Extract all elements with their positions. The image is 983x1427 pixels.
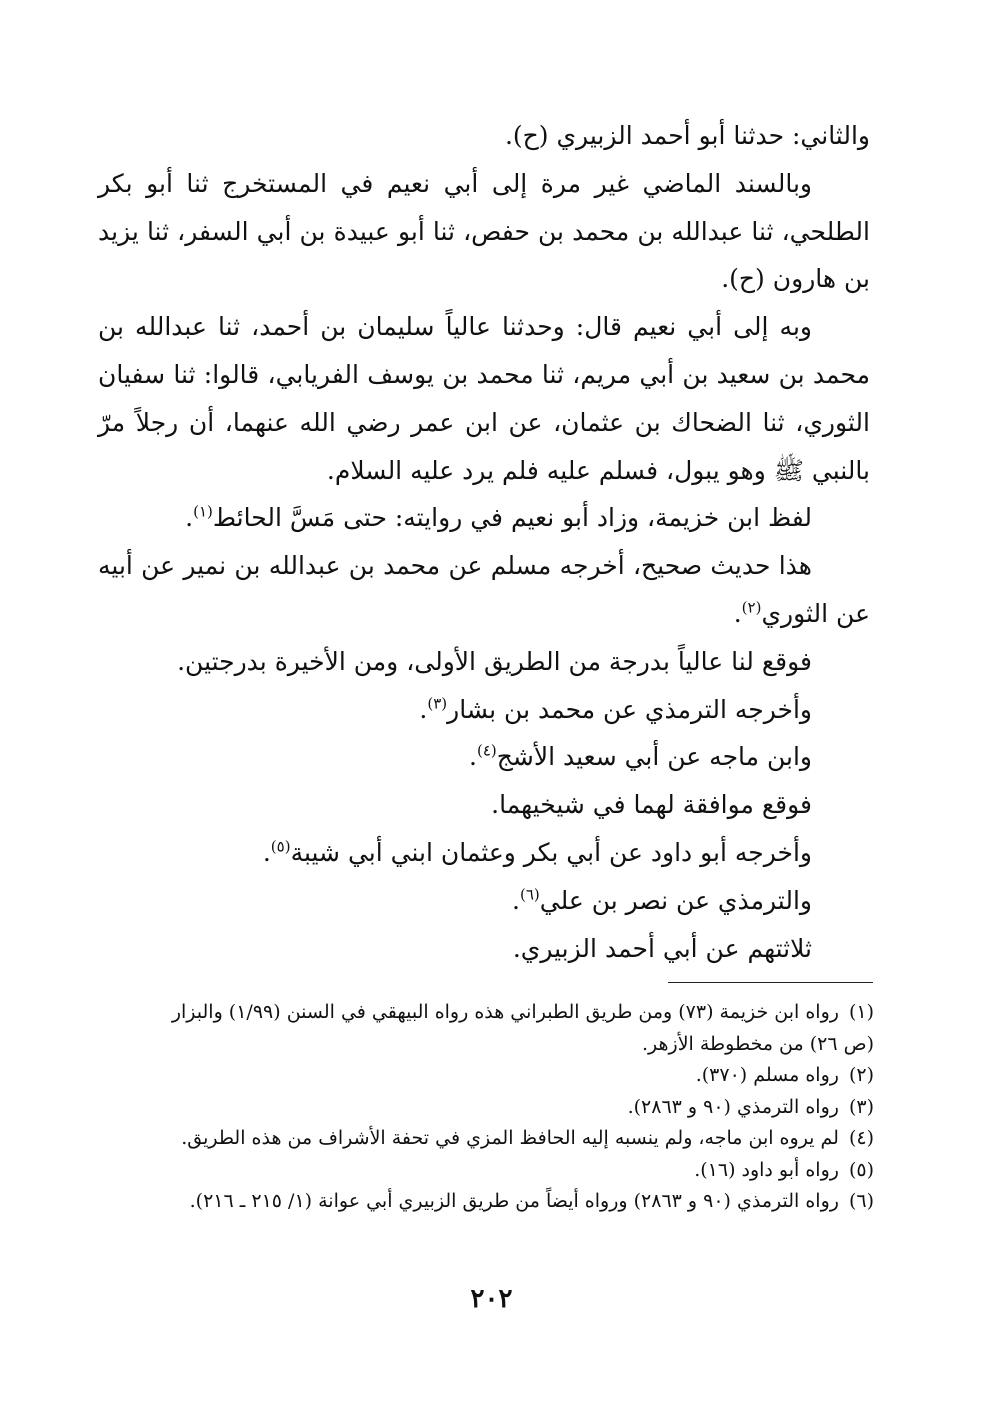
- paragraph-3: وبه إلى أبي نعيم قال: وحدثنا عالياً سليمان بن أحمد، ثنا عبدالله بن محمد بن سعيد بن أبي مريم، ثنا محمد بن يوسف الفريابي، قالوا: ثنا سفيان الثوري، ثنا الضحاك بن عثمان، عن ابن عمر رضي الله عنهما، أن رجلاً مرّ بالنبي ﷺ وهو يبول، فسلم عليه فلم يرد عليه السلام.: [98, 312, 870, 485]
- footnote-2: [96, 1060, 874, 1092]
- paragraph-10-end: .: [262, 837, 271, 867]
- paragraph-8-end: .: [469, 742, 477, 772]
- paragraph-7: [98, 686, 870, 734]
- footnote-5-number: (٥): [848, 1158, 874, 1181]
- footnote-ref-4[interactable]: (٤): [476, 742, 497, 761]
- paragraph-11-end: .: [512, 885, 520, 915]
- paragraph-5-end: .: [733, 598, 742, 628]
- paragraph-7-end: .: [419, 694, 428, 724]
- paragraph-7-text: وأخرجه الترمذي عن محمد بن بشار: [447, 694, 812, 724]
- footnote-divider: [668, 982, 873, 983]
- paragraph-11-text: والترمذي عن نصر بن علي: [539, 885, 812, 915]
- paragraph-8-text: وابن ماجه عن أبي سعيد الأشج: [496, 742, 812, 772]
- footnote-5-text: رواه أبو داود (١٦).: [694, 1158, 839, 1181]
- footnote-ref-5[interactable]: (٥): [270, 837, 291, 856]
- paragraph-1: والثاني: حدثنا أبو أحمد الزبيري (ح).: [504, 121, 870, 150]
- footnote-ref-6[interactable]: (٦): [519, 885, 540, 904]
- paragraph-4-end: .: [185, 503, 194, 533]
- footnote-1-continuation: (ص ٢٦) من مخطوطة الأزهر.: [641, 1032, 874, 1055]
- footnote-6-text: رواه الترمذي (٩٠ و ٢٨٦٣) ورواه أيضاً من طريق الزبيري أبي عوانة (١/ ٢١٥ ـ ٢١٦).: [189, 1190, 839, 1212]
- footnote-ref-1[interactable]: (١): [193, 503, 213, 522]
- main-text-body: [98, 112, 870, 972]
- footnote-3: [96, 1092, 874, 1124]
- footnote-6-number: (٦): [848, 1190, 874, 1212]
- footnotes-section: [96, 997, 874, 1218]
- footnote-4-number: (٤): [848, 1127, 874, 1149]
- paragraph-11: [98, 877, 870, 925]
- footnote-1: [96, 997, 874, 1029]
- paragraph-9: فوقع موافقة لهما في شيخيهما.: [491, 790, 812, 820]
- footnote-ref-2[interactable]: (٢): [741, 598, 762, 617]
- paragraph-5: [98, 542, 870, 638]
- paragraph-10-text: وأخرجه أبو داود عن أبي بكر وعثمان ابني أبي شيبة: [290, 837, 812, 867]
- paragraph-4: [98, 494, 870, 542]
- footnote-2-text: رواه مسلم (٣٧٠).: [695, 1064, 839, 1086]
- footnote-4: [96, 1123, 874, 1155]
- paragraph-4-text: لفظ ابن خزيمة، وزاد أبو نعيم في روايته: حتى مَسَّ الحائط: [212, 503, 812, 533]
- paragraph-12: ثلاثتهم عن أبي أحمد الزبيري.: [512, 933, 812, 963]
- footnote-5: [96, 1155, 874, 1187]
- footnote-6: [96, 1186, 874, 1218]
- footnote-4-text: لم يروه ابن ماجه، ولم ينسبه إليه الحافظ المزي في تحفة الأشراف من هذه الطريق.: [181, 1127, 839, 1149]
- footnote-3-text: رواه الترمذي (٩٠ و ٢٨٦٣).: [627, 1095, 839, 1118]
- paragraph-5-text: هذا حديث صحيح، أخرجه مسلم عن محمد بن عبدالله بن نمير عن أبيه عن الثوري: [98, 551, 870, 628]
- paragraph-6: فوقع لنا عالياً بدرجة من الطريق الأولى، ومن الأخيرة بدرجتين.: [177, 646, 812, 676]
- paragraph-10: [98, 829, 870, 877]
- page-number: ٢٠٢: [470, 1284, 513, 1314]
- footnote-1-number: (١): [848, 1001, 874, 1023]
- paragraph-8: [98, 733, 870, 781]
- footnote-3-number: (٣): [848, 1095, 874, 1118]
- paragraph-2: وبالسند الماضي غير مرة إلى أبي نعيم في المستخرج ثنا أبو بكر الطلحي، ثنا عبدالله بن محمد بن حفص، ثنا أبو عبيدة بن أبي السفر، ثنا يزيد بن هارون (ح).: [98, 168, 870, 294]
- footnote-ref-3[interactable]: (٣): [427, 694, 448, 713]
- footnote-2-number: (٢): [848, 1064, 874, 1086]
- footnote-1-line-1: رواه ابن خزيمة (٧٣) ومن طريق الطبراني هذه رواه البيهقي في السنن (١/٩٩) والبزار: [171, 1001, 839, 1023]
